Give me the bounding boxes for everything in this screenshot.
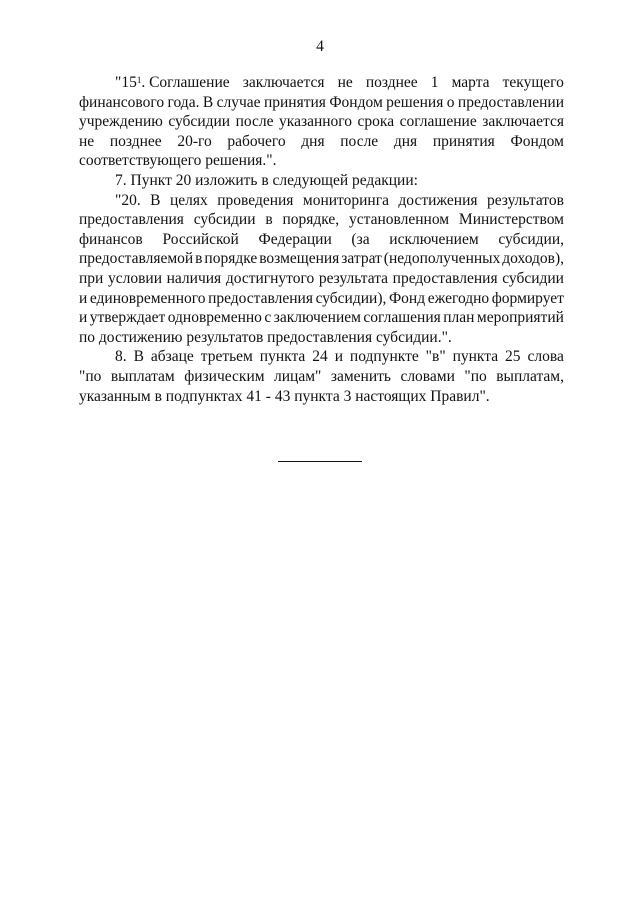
word: выплатам [110,367,175,385]
word: предоставления [79,211,184,229]
word: выплатам, [496,367,564,385]
word: дня [393,132,418,150]
word: заключается [482,113,564,131]
word: рабочего [227,132,286,150]
word: "по [464,367,487,385]
word: при [79,269,104,287]
word: и [79,309,88,327]
word: заключением [273,309,361,327]
word: порядке, [282,211,340,229]
word: условии [107,269,162,287]
word: пункта [452,348,499,366]
superscript-number: 1 [136,75,142,85]
word: после [340,132,379,150]
text-line [79,93,564,113]
word: проведения [217,191,294,209]
text-line: соответствующего решения.". [79,152,277,170]
word: Федерации [258,230,332,248]
word: словами [400,367,455,385]
word: Фондом [329,93,383,111]
word: после [235,113,274,131]
text-line [79,269,564,289]
text-line: указанным в подпунктах 41 - 43 пункта 3 настоящих Правил". [79,387,490,405]
word: (недополученных [383,250,501,268]
word: "по [79,367,102,385]
word: Российской [162,230,239,248]
word: исключением [389,230,479,248]
word: целях [169,191,208,209]
word: "20. [115,191,141,209]
word: слова [527,348,564,366]
word: Министерством [458,211,564,229]
word: доходов), [502,250,564,268]
text-line [79,249,564,269]
word: не [337,74,353,91]
word: и [79,289,88,307]
word: 8. [115,348,127,366]
word: пункта [259,348,306,366]
word: предоставления [392,269,498,287]
word: 25 [505,348,521,366]
word: субсидии [502,269,564,287]
text-line: по достижению результатов предоставления субсидии.". [79,328,452,346]
word: . Соглашение [141,74,230,91]
word: заключается [242,74,325,91]
word: единовременного [89,289,206,307]
word: 24 [312,348,328,366]
word: утверждает [89,309,166,327]
word: достигнутого [225,269,315,287]
word: принятия [263,93,326,111]
word: субсидии, [498,230,564,248]
word: результатов [486,191,564,209]
document-body [79,73,564,406]
word: дня [301,132,325,150]
word: 1 [430,74,439,91]
text-line: 7. Пункт 20 изложить в следующей редакции: [115,171,418,189]
word-group [115,73,230,93]
word: мониторинга [302,191,389,209]
word: физическим [184,367,265,385]
word: возмещения [259,250,340,268]
word: и [334,348,343,366]
word: предоставляемой [79,250,194,268]
word: текущего [502,74,564,91]
word: позднее [365,74,418,91]
text-line [79,347,564,367]
word: срока [357,113,395,131]
word: план [443,309,475,327]
word: третьем [200,348,253,366]
word: формирует [491,289,564,307]
closing-separator-line [278,461,362,462]
word: принятия [432,132,495,150]
word: года. [167,93,200,111]
word: "15 [115,74,137,91]
text-line [79,73,564,93]
word: субсидии [193,211,256,229]
word: затрат [341,250,382,268]
paragraph-p7 [79,171,564,191]
word: предоставления [208,289,313,307]
word: позднее [109,132,162,150]
word: одновременно [167,309,262,327]
paragraph-p8 [79,347,564,406]
word: в [265,211,273,229]
word: случае [216,93,261,111]
word: подпункте [349,348,419,366]
text-line [79,367,564,387]
word: мероприятий [476,309,564,327]
word: В [133,348,144,366]
word: соглашения [363,309,441,327]
word: (за [351,230,370,248]
word: о [446,93,455,111]
text-line [79,289,564,309]
word: В [202,93,214,111]
word: наличия [166,269,222,287]
word: соглашение [399,113,477,131]
word: заменить [330,367,391,385]
text-line [79,132,564,152]
word: Фондом [510,132,564,150]
word: результата [318,269,389,287]
word: указанного [279,113,353,131]
word: субсидии [168,113,231,131]
word: достижения [398,191,478,209]
text-line [79,230,564,250]
word: решения [386,93,444,111]
text-line [79,191,564,211]
word: Фонд [388,289,426,307]
word: учреждению [79,113,163,131]
word: 20-го [177,132,212,150]
text-line [79,210,564,230]
word: абзаце [150,348,194,366]
word: ежегодно [427,289,490,307]
word: установленном [348,211,450,229]
paragraph-p15 [79,73,564,171]
page-number: 4 [316,38,324,55]
word: в [195,250,203,268]
word: финансового [79,93,165,111]
word: не [79,132,95,150]
word: "в" [425,348,446,366]
text-line [79,308,564,328]
paragraph-p20 [79,191,564,348]
word: предоставлении [457,93,564,111]
word: лицам" [274,367,322,385]
word: В [150,191,161,209]
word: с [264,309,272,327]
word: марта [451,74,490,91]
word: финансов [79,230,143,248]
word: порядке [204,250,258,268]
text-line [79,112,564,132]
word: субсидии), [315,289,387,307]
